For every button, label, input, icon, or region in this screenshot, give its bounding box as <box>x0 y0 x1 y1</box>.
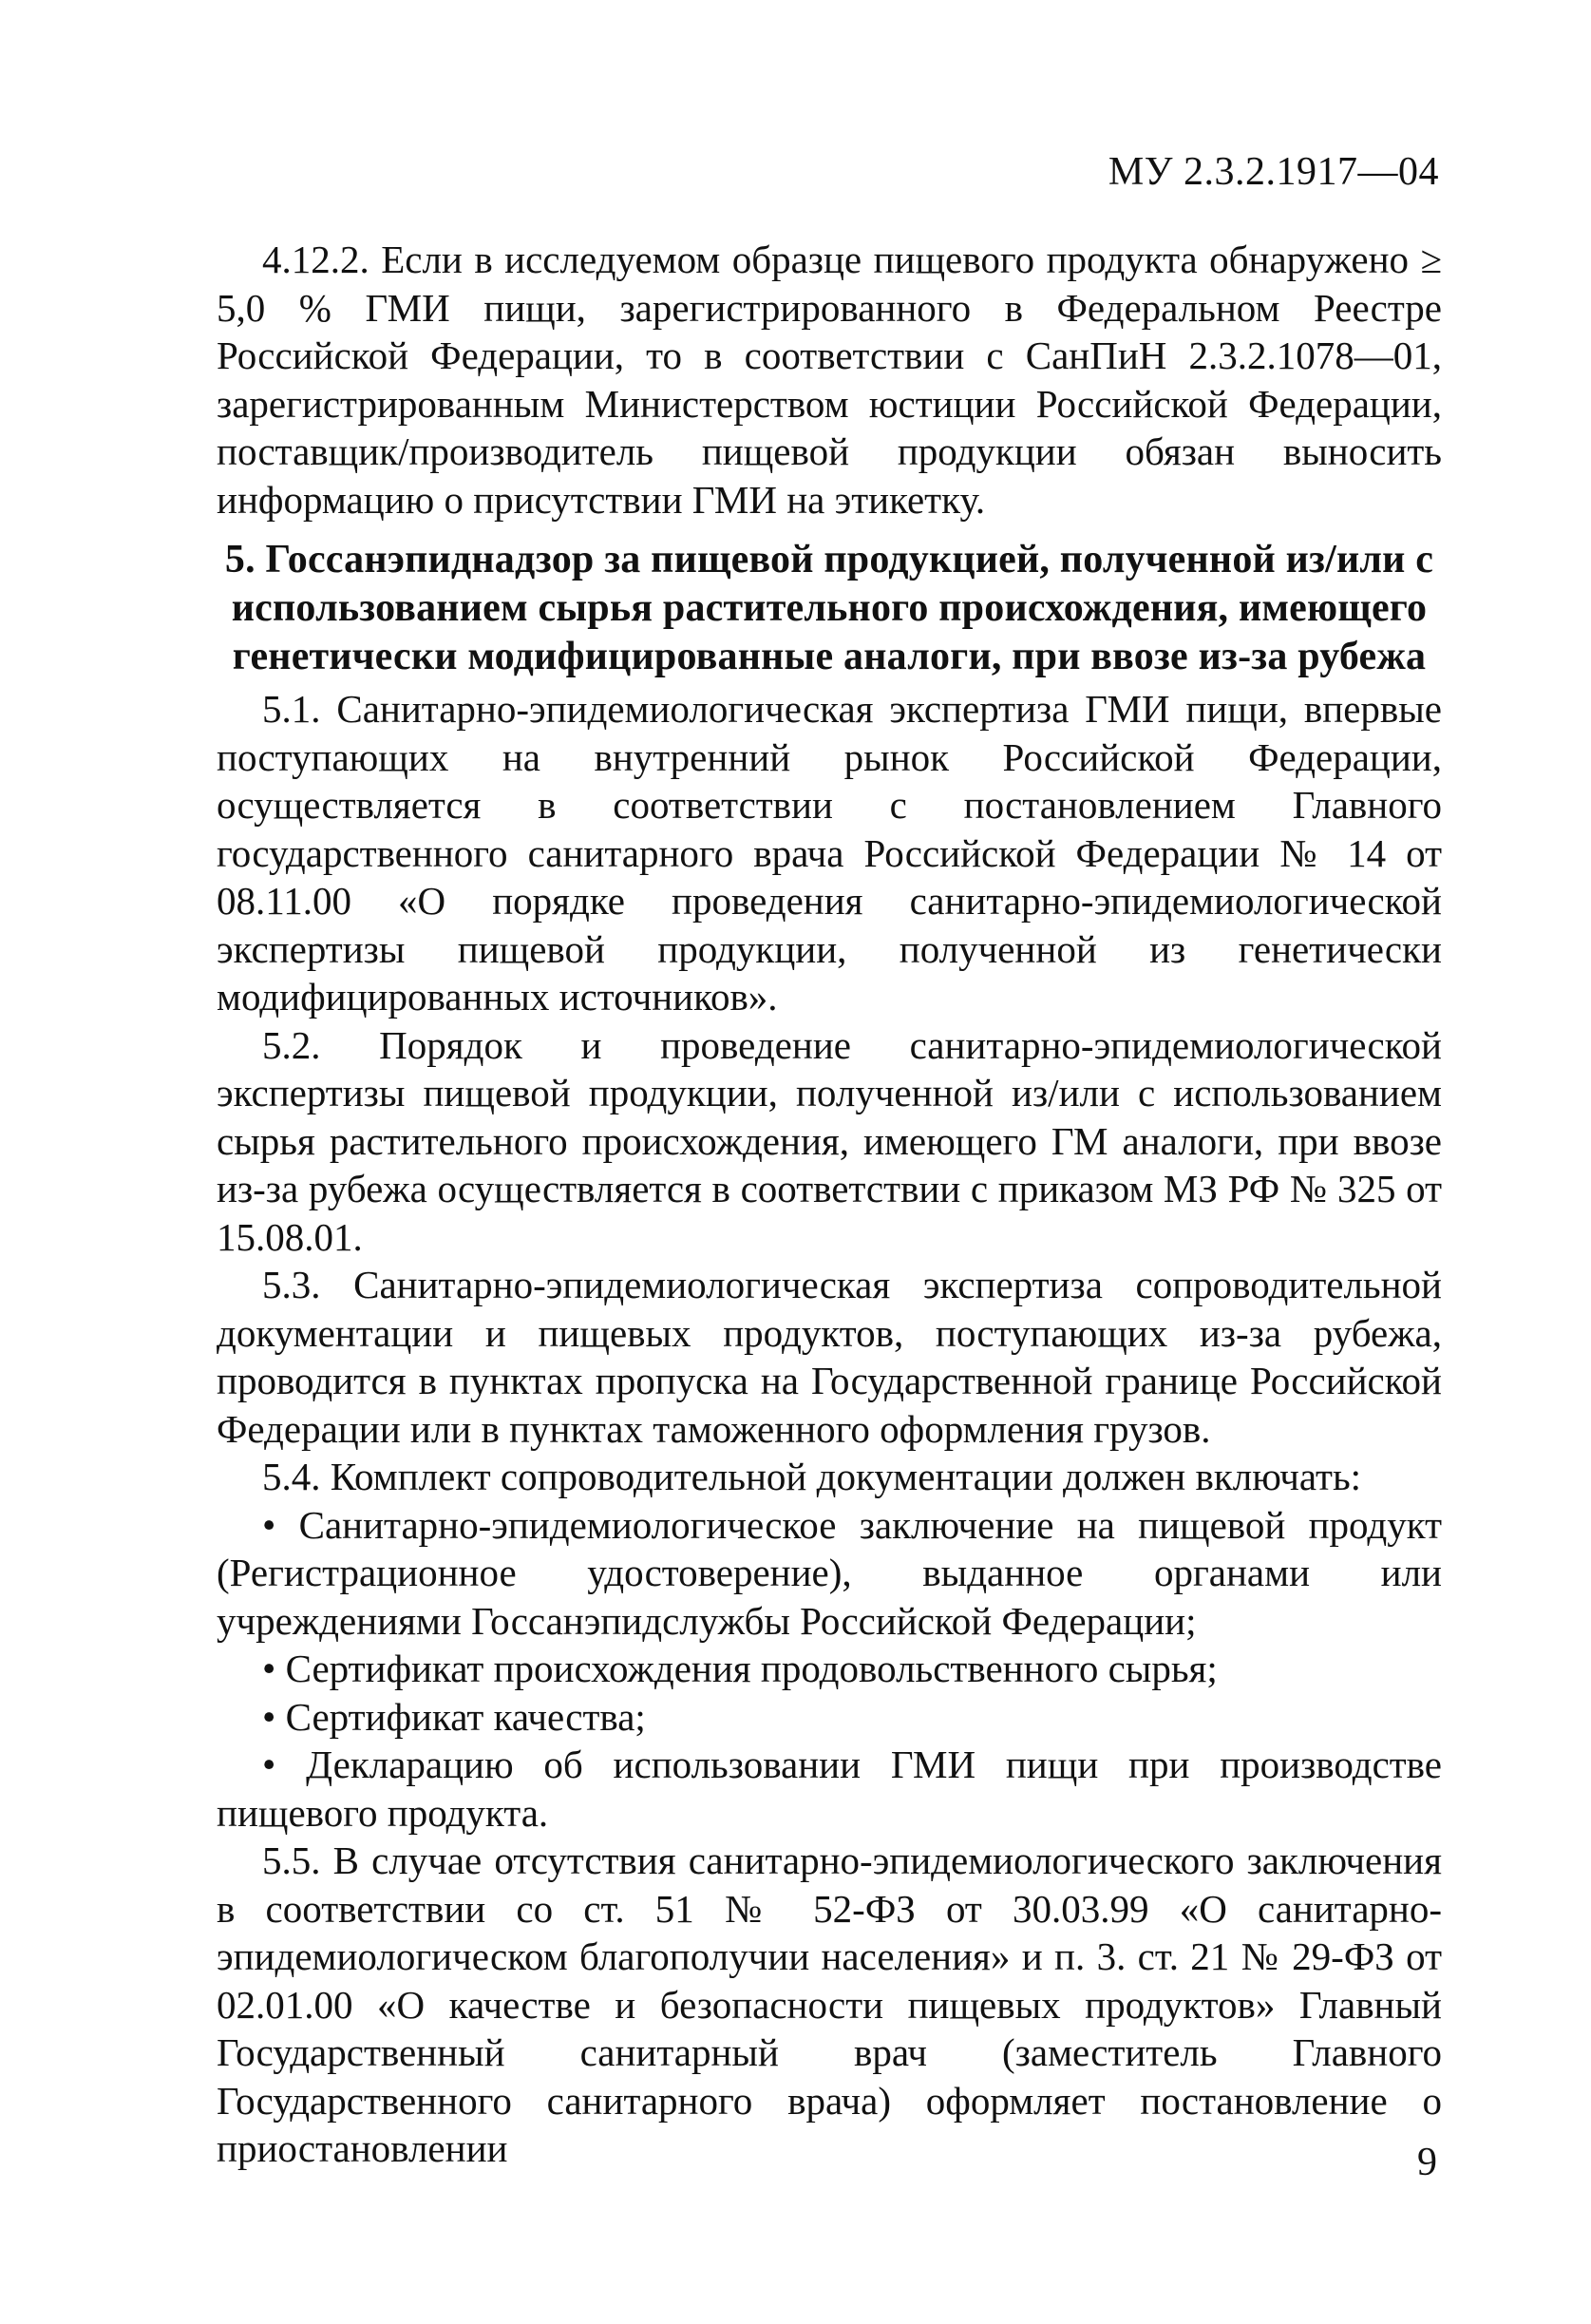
bullet-origin-certificate: • Сертификат происхождения продовольственного сырья; <box>262 1647 1218 1690</box>
bullet-gmo-declaration: • Декларацию об использовании ГМИ пищи при производстве пищевого продукта. <box>217 1743 1442 1835</box>
paragraph-5-2: 5.2. Порядок и проведение санитарно-эпидемиологической экспертизы пищевой продукции, полученной из/или с использованием сырья растительного происхождения, имеющего ГМ аналоги, при ввозе из-за рубежа осуществляется в соответствии с приказом МЗ РФ № 325 от 15.08.01. <box>217 1022 1442 1259</box>
bullet-sanitary-conclusion: • Санитарно-эпидемиологическое заключение на пищевой продукт (Регистрационное удостоверение), выданное органами или учреждениями Госсанэпидслужбы Российской Федерации; <box>217 1502 1442 1643</box>
paragraph-4-12-2: 4.12.2. Если в исследуемом образце пищевого продукта обнаружено ≥ 5,0 % ГМИ пищи, зарегистрированного в Федеральном Реестре Российской Федерации, то в соответствии с СанПиН 2.3.2.1078—01, зарегистрированным Министерством юстиции Российской Федерации, поставщик/производитель пищевой продукции обязан выносить информацию о присутствии ГМИ на этикетку. <box>217 238 1442 522</box>
running-header-doc-code: МУ 2.3.2.1917—04 <box>1108 150 1439 194</box>
bullet-quality-certificate: • Сертификат качества; <box>262 1694 646 1739</box>
page-number: 9 <box>1417 2141 1437 2184</box>
section-5-heading: 5. Госсанэпиднадзор за пищевой продукцией, полученной из/или с использованием сырья растительного происхождения, имеющего генетически модифицированные аналоги, при ввозе из-за рубежа <box>224 538 1434 678</box>
paragraph-5-3: 5.3. Санитарно-эпидемиологическая экспертиза сопроводительной документации и пищевых продуктов, поступающих из-за рубежа, проводится в пунктах пропуска на Государственной границе Российской Федерации или в пунктах таможенного оформления грузов. <box>217 1263 1442 1451</box>
page-body <box>217 236 1442 2173</box>
paragraph-5-1: 5.1. Санитарно-эпидемиологическая экспертиза ГМИ пищи, впервые поступающих на внутренний рынок Российской Федерации, осуществляется в соответствии с постановлением Главного государственного санитарного врача Российской Федерации № 14 от 08.11.00 «О порядке проведения санитарно-эпидемиологической экспертизы пищевой продукции, полученной из генетически модифицированных источников». <box>217 687 1442 1019</box>
paragraph-5-4: 5.4. Комплект сопроводительной документации должен включать: <box>262 1455 1362 1498</box>
paragraph-5-5: 5.5. В случае отсутствия санитарно-эпидемиологического заключения в соответствии со ст. 51 № 52-ФЗ от 30.03.99 «О санитарно-эпидемиологическом благополучии населения» и п. 3. ст. 21 № 29-ФЗ от 02.01.00 «О качестве и безопасности пищевых продуктов» Главный Государственный санитарный врач (заместитель Главного Государственного санитарного врача) оформляет постановление о приостановлении <box>217 1838 1442 2170</box>
